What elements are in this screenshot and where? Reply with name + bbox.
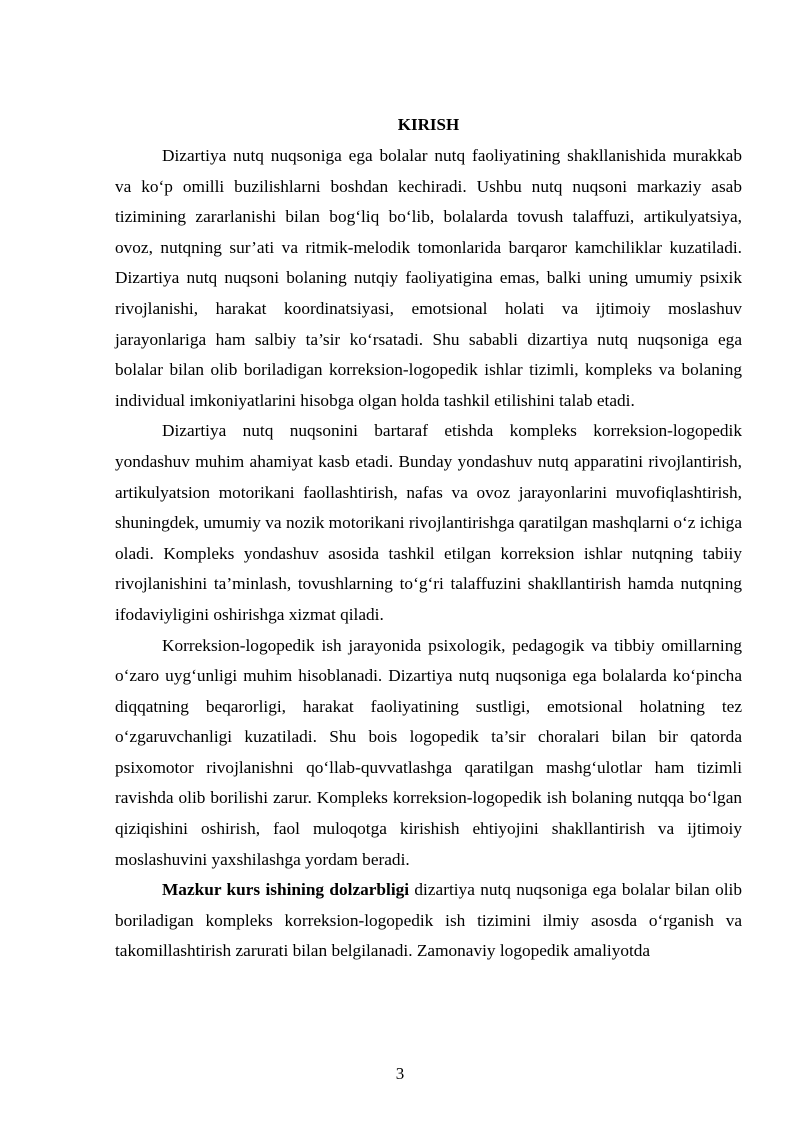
paragraph-3: Korreksion-logopedik ish jarayonida psixologik, pedagogik va tibbiy omillarning o‘zaro uyg‘unligi muhim hisoblanadi. Dizartiya nutq nuqsoniga ega bolalarda ko‘pincha diqqatning beqarorligi, harakat faoliyatining sustligi, emotsional holatning tez o‘zgaruvchanligi kuzatiladi. Shu bois logopedik ta’sir choralari bilan bir qatorda psixomotor rivojlanishni qo‘llab-quvvatlashga qaratilgan mashg‘ulotlar ham tizimli ravishda olib borilishi zarur. Kompleks korreksion-logopedik ish bolaning nutqqa bo‘lgan qiziqishini oshirish, faol muloqotga kirishish ehtiyojini shakllantirish va ijtimoiy moslashuvini yaxshilashga yordam beradi. [115,635,742,869]
paragraph-4 [115,875,742,967]
paragraph-2: Dizartiya nutq nuqsonini bartaraf etishda kompleks korreksion-logopedik yondashuv muhim ahamiyat kasb etadi. Bunday yondashuv nutq apparatini rivojlantirish, artikulyatsion motorikani faollashtirish, nafas va ovoz jarayonlarini muvofiqlashtirish, shuningdek, umumiy va nozik motorikani rivojlantirishga qaratilgan mashqlarni o‘z ichiga oladi. Kompleks yondashuv asosida tashkil etilgan korreksion ishlar nutqning tabiiy rivojlanishini ta’minlash, tovushlarning to‘g‘ri talaffuzini shakllantirish hamda nutqning ifodaviyligini oshirishga xizmat qiladi. [115,421,742,624]
section-title: KIRISH [397,115,460,134]
page-number: 3 [395,1064,405,1083]
paragraph-4-bold-lead: Mazkur kurs ishining dolzarbligi [162,880,410,900]
page-content [115,112,742,967]
paragraph-4-text: dizartiya nutq nuqsoniga ega bolalar bilan olib boriladigan kompleks korreksion-logopedik ish tizimini ilmiy asosda o‘rganish va takomillashtirish zarurati bilan belgilanadi. Zamonaviy logopedik amaliyotda [115,880,742,961]
paragraph-1: Dizartiya nutq nuqsoniga ega bolalar nutq faoliyatining shakllanishida murakkab va ko‘p omilli buzilishlarni boshdan kechiradi. Ushbu nutq nuqsoni markaziy asab tizimining zararlanishi bilan bog‘liq bo‘lib, bolalarda tovush talaffuzi, artikulyatsiya, ovoz, nutqning sur’ati va ritmik-melodik tomonlarida barqaror kamchiliklar kuzatiladi. Dizartiya nutq nuqsoni bolaning nutqiy faoliyatigina emas, balki uning umumiy psixik rivojlanishi, harakat koordinatsiyasi, emotsional holati va ijtimoiy moslashuv jarayonlariga ham salbiy ta’sir ko‘rsatadi. Shu sababli dizartiya nutq nuqsoniga ega bolalar bilan olib boriladigan korreksion-logopedik ishlar tizimli, kompleks va bolaning individual imkoniyatlarini hisobga olgan holda tashkil etilishini talab etadi. [115,146,742,410]
